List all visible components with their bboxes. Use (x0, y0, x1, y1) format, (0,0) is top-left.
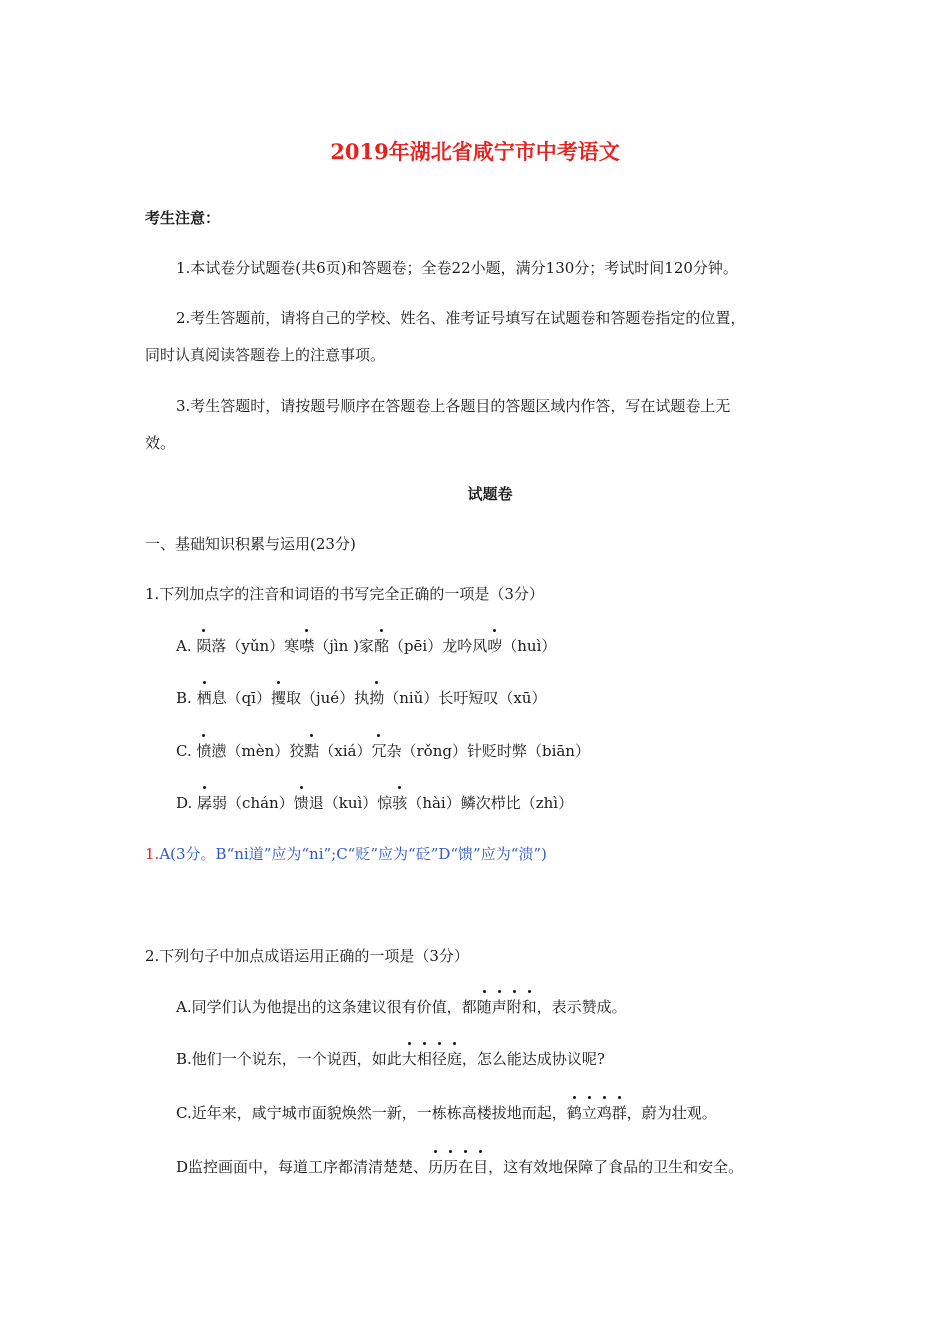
notice-item-3-line-2: 效。 (145, 434, 176, 452)
dotted-char: 在 (458, 1158, 474, 1176)
question-2-option-b (176, 1049, 605, 1069)
option-text: 落（yǔn）寒 (211, 637, 300, 655)
question-2-option-c (176, 1103, 717, 1123)
dotted-char: 栖 (196, 689, 212, 707)
dotted-char: 大 (401, 1050, 417, 1068)
section-title: 试题卷 (467, 485, 513, 503)
option-text: 懑（mèn）狡 (211, 742, 305, 760)
dotted-char: 目 (473, 1158, 489, 1176)
dotted-char: 庭 (446, 1050, 462, 1068)
dotted-char: 群 (611, 1104, 627, 1122)
dotted-char: 黠 (304, 742, 320, 760)
option-text: （hài）鳞次栉比（zhì） (407, 794, 574, 812)
question-2-stem: 2.下列句子中加点成语运用正确的一项是（3分） (145, 947, 469, 965)
dotted-char: 和 (521, 998, 537, 1016)
dotted-char: 攫 (270, 689, 286, 707)
question-1-answer (145, 844, 547, 864)
dotted-char: 骇 (392, 794, 408, 812)
option-text: （xiá） (319, 742, 372, 760)
dotted-char: 冗 (371, 742, 387, 760)
question-1-option-b (176, 688, 546, 708)
dotted-char: 历 (443, 1158, 459, 1176)
option-text: D. (176, 794, 198, 812)
dotted-char: 附 (506, 998, 522, 1016)
question-2-option-a (176, 997, 627, 1017)
question-1-stem: 1.下列加点字的注音和词语的书写完全正确的一项是（3分） (145, 585, 544, 603)
dotted-char: 径 (431, 1050, 447, 1068)
dotted-char: 立 (581, 1104, 597, 1122)
option-text: 退（kuì）惊 (308, 794, 393, 812)
option-text: A.同学们认为他提出的这条建议很有价值，都 (176, 998, 477, 1016)
notice-item-1: 1.本试卷分试题卷(共6页)和答题卷；全卷22小题，满分130分；考试时间120分钟。 (176, 259, 738, 277)
dotted-char: 陨 (196, 637, 212, 655)
option-text: B.他们一个说东，一个说西，如此 (176, 1050, 402, 1068)
question-1-option-a (176, 636, 556, 656)
option-text: （pēi）龙吟风 (388, 637, 488, 655)
option-text: （jìn )家 (314, 637, 374, 655)
option-text: 杂（rǒng）针贬时弊（biān） (386, 742, 590, 760)
dotted-char: 哕 (487, 637, 503, 655)
option-text: 取（jué）执 (286, 689, 370, 707)
notice-item-2-line-2: 同时认真阅读答题卷上的注意事项。 (145, 346, 386, 364)
dotted-char: 历 (428, 1158, 444, 1176)
part1-heading: 一、基础知识积累与运用(23分) (145, 535, 356, 553)
option-text: （niǔ）长吁短叹（xū） (384, 689, 547, 707)
dotted-char: 鸡 (596, 1104, 612, 1122)
dotted-char: 愤 (196, 742, 212, 760)
option-text: 息（qī） (211, 689, 271, 707)
notice-item-2-line-1: 2.考生答题前，请将自己的学校、姓名、准考证号填写在试题卷和答题卷指定的位置， (176, 309, 746, 327)
option-text: ，怎么能达成协议呢? (461, 1050, 605, 1068)
dotted-char: 声 (491, 998, 507, 1016)
question-1-option-c (176, 741, 590, 761)
option-text: ，蔚为壮观。 (626, 1104, 717, 1122)
dotted-char: 馈 (293, 794, 309, 812)
notice-item-3-line-1: 3.考生答题时，请按题号顺序在答题卷上各题目的答题区域内作答，写在试题卷上无 (176, 397, 731, 415)
document-title: 2019年湖北省咸宁市中考语文 (330, 139, 620, 164)
option-text: D监控画面中，每道工序都清清楚楚、 (176, 1158, 429, 1176)
dotted-char: 酩 (373, 637, 389, 655)
option-text: ，这有效地保障了食品的卫生和安全。 (488, 1158, 744, 1176)
notice-heading: 考生注意： (145, 209, 221, 227)
option-text: C.近年来，咸宁城市面貌焕然一新，一栋栋高楼拔地而起， (176, 1104, 567, 1122)
answer-text: A(3分。B“ni道”应为“ni”;C“贬”应为“砭”D“馈”应为“溃”) (159, 845, 547, 863)
dotted-char: 孱 (197, 794, 213, 812)
option-text: B. (176, 689, 197, 707)
option-text: C. (176, 742, 197, 760)
option-text: A. (176, 637, 197, 655)
option-text: （huì） (502, 637, 557, 655)
dotted-char: 噤 (299, 637, 315, 655)
dotted-char: 鹤 (566, 1104, 582, 1122)
question-2-option-d (176, 1157, 743, 1177)
answer-number: 1. (145, 845, 160, 863)
dotted-char: 随 (476, 998, 492, 1016)
option-text: ，表示赞成。 (536, 998, 627, 1016)
dotted-char: 相 (416, 1050, 432, 1068)
question-1-option-d (176, 793, 573, 813)
dotted-char: 拗 (369, 689, 385, 707)
option-text: 弱（chán） (212, 794, 294, 812)
